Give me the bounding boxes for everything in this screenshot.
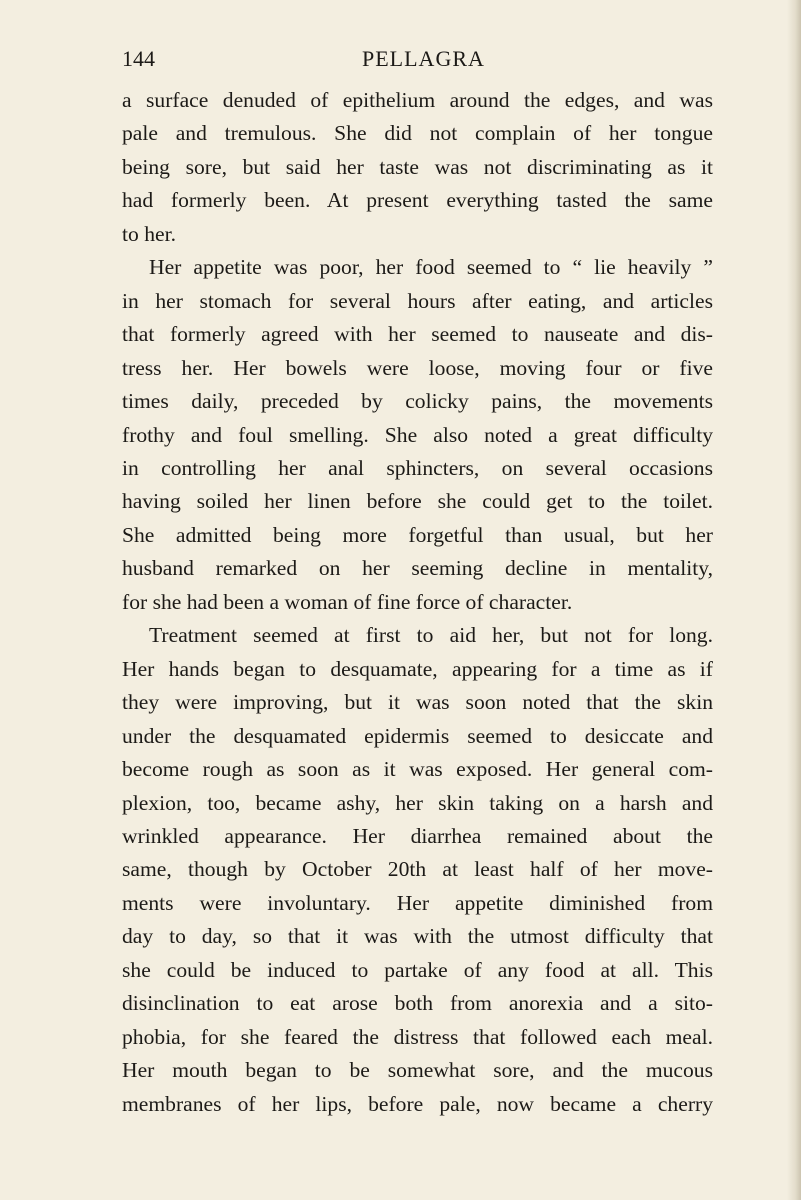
- text-line: Her appetite was poor, her food seemed to “ lie heavily ”: [149, 255, 713, 280]
- text-line: wrinkled appearance. Her diarrhea remained about the: [122, 823, 713, 848]
- text-line: Her hands began to desquamate, appearing for a time as if: [122, 656, 713, 681]
- text-line: a surface denuded of epithelium around the edges, and was: [122, 88, 713, 112]
- page-number: 144: [122, 46, 155, 71]
- text-line: plexion, too, became ashy, her skin taking on a harsh and: [122, 790, 713, 815]
- text-line: in her stomach for several hours after eating, and articles: [122, 288, 713, 313]
- text-line: having soiled her linen before she could get to the toilet.: [122, 489, 713, 514]
- text-line: under the desquamated epidermis seemed to desiccate and: [122, 723, 713, 748]
- text-line: same, though by October 20th at least half of her move-: [122, 857, 713, 882]
- text-line: She admitted being more forgetful than usual, but her: [122, 522, 713, 547]
- text-line: had formerly been. At present everything tasted the same: [122, 188, 713, 213]
- text-line: they were improving, but it was soon noted that the skin: [122, 690, 713, 715]
- page-edge-shadow: [787, 0, 801, 1200]
- text-line: times daily, preceded by colicky pains, the movements: [122, 389, 713, 414]
- page-header: [122, 46, 702, 76]
- text-line: pale and tremulous. She did not complain of her tongue: [122, 121, 713, 146]
- body-text: [122, 84, 713, 1121]
- running-head: PELLAGRA: [362, 46, 485, 71]
- text-line: Her mouth began to be somewhat sore, and the mucous: [122, 1058, 713, 1083]
- paragraph: [122, 84, 713, 251]
- text-line: to her.: [122, 221, 176, 246]
- paragraph: [122, 619, 713, 1121]
- text-line: phobia, for she feared the distress that followed each meal.: [122, 1024, 713, 1049]
- text-line: husband remarked on her seeming decline in mentality,: [122, 556, 713, 581]
- text-line: that formerly agreed with her seemed to nauseate and dis-: [122, 322, 713, 347]
- text-line: membranes of her lips, before pale, now became a cherry: [122, 1091, 713, 1116]
- text-line: for she had been a woman of fine force of character.: [122, 589, 573, 614]
- text-line: disinclination to eat arose both from anorexia and a sito-: [122, 991, 713, 1016]
- text-line: Treatment seemed at first to aid her, but not for long.: [149, 623, 713, 648]
- text-line: tress her. Her bowels were loose, moving four or five: [122, 355, 713, 380]
- text-line: ments were involuntary. Her appetite diminished from: [122, 890, 713, 915]
- text-line: become rough as soon as it was exposed. Her general com-: [122, 757, 713, 782]
- text-line: she could be induced to partake of any food at all. This: [122, 957, 713, 982]
- paragraph: [122, 251, 713, 619]
- text-line: being sore, but said her taste was not discriminating as it: [122, 154, 713, 179]
- text-line: frothy and foul smelling. She also noted a great difficulty: [122, 422, 713, 447]
- text-line: day to day, so that it was with the utmost difficulty that: [122, 924, 713, 949]
- text-line: in controlling her anal sphincters, on several occasions: [122, 455, 713, 480]
